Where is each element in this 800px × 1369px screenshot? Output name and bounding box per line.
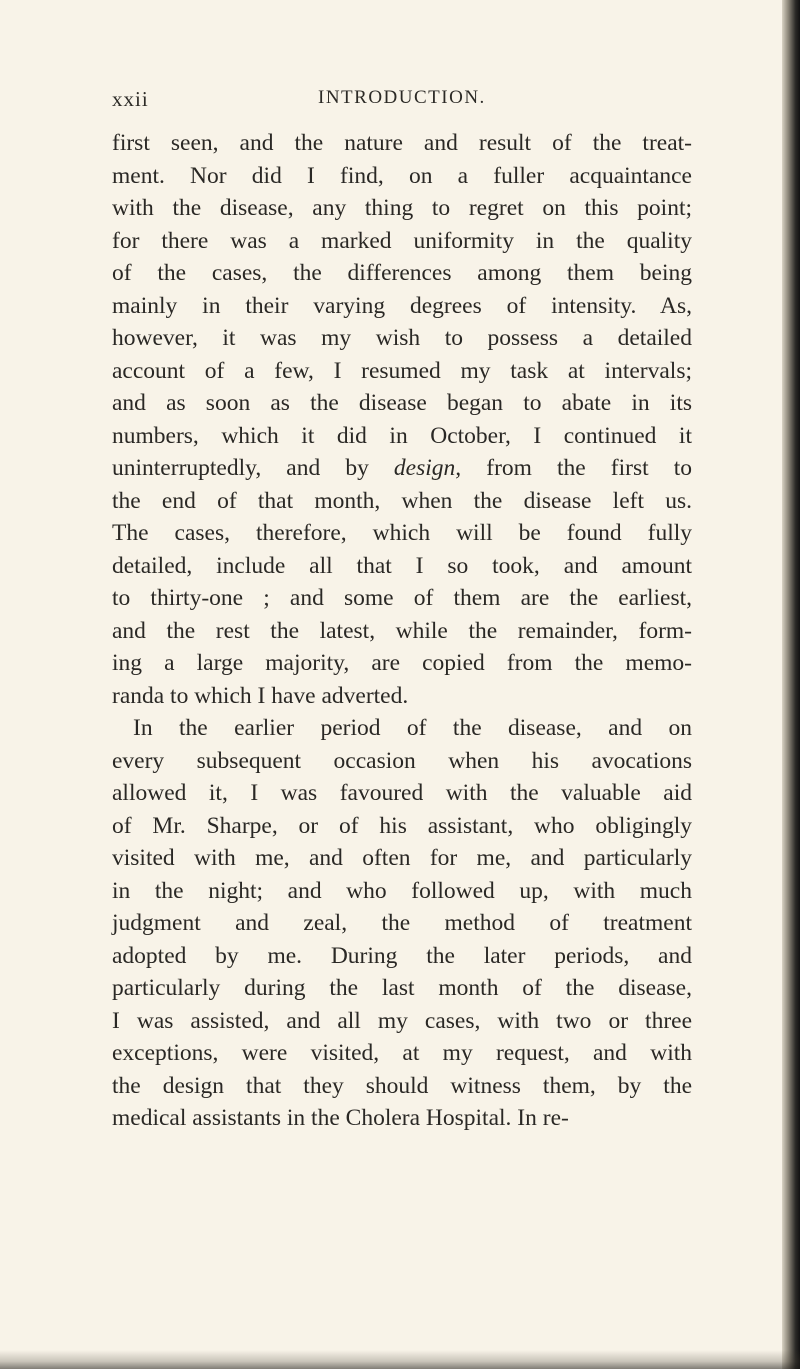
text-line: medical assistants in the Cholera Hospital. In re- bbox=[112, 1105, 569, 1131]
book-spine-shadow bbox=[782, 0, 800, 1369]
text-line: the end of that month, when the disease left us. bbox=[112, 487, 692, 514]
text-line: of Mr. Sharpe, or of his assistant, who obligingly bbox=[112, 812, 692, 839]
text-line: ment. Nor did I find, on a fuller acquaintance bbox=[112, 162, 692, 189]
text-line: detailed, include all that I so took, and amount bbox=[112, 552, 692, 579]
text-line: ing a large majority, are copied from the memo- bbox=[112, 650, 692, 676]
text-line: for there was a marked uniformity in the quality bbox=[112, 227, 692, 254]
page-number: xxii bbox=[112, 87, 149, 111]
text-line: to thirty-one ; and some of them are the earliest, bbox=[112, 585, 692, 611]
text-line: mainly in their varying degrees of intensity. As, bbox=[112, 292, 692, 319]
text-line: exceptions, were visited, at my request, and with bbox=[112, 1040, 692, 1066]
text-line: allowed it, I was favoured with the valuable aid bbox=[112, 780, 692, 806]
text-line: and the rest the latest, while the remainder, form- bbox=[112, 617, 692, 644]
text-line: the design that they should witness them, by the bbox=[112, 1072, 692, 1099]
text-line: every subsequent occasion when his avocations bbox=[112, 747, 692, 774]
text-line: In the earlier period of the disease, and on bbox=[133, 715, 692, 741]
text-line: I was assisted, and all my cases, with two or three bbox=[112, 1007, 692, 1034]
text-segment: uninterruptedly, and by bbox=[112, 455, 369, 481]
text-line: visited with me, and often for me, and particularly bbox=[112, 845, 692, 871]
text-line: first seen, and the nature and result of the treat- bbox=[112, 130, 692, 156]
page-header bbox=[112, 87, 672, 117]
text-line: in the night; and who followed up, with much bbox=[112, 877, 692, 904]
text-line: particularly during the last month of the disease, bbox=[112, 975, 692, 1001]
text-line: of the cases, the differences among them being bbox=[112, 260, 692, 286]
text-line: account of a few, I resumed my task at intervals; bbox=[112, 357, 692, 384]
page-bottom-shadow bbox=[0, 1350, 800, 1369]
text-line: judgment and zeal, the method of treatment bbox=[112, 910, 692, 936]
text-line: numbers, which it did in October, I continued it bbox=[112, 422, 692, 449]
text-segment: from the first to bbox=[486, 455, 693, 481]
body-text bbox=[112, 127, 692, 1135]
running-title: INTRODUCTION. bbox=[318, 87, 486, 108]
text-line bbox=[112, 452, 692, 485]
text-line: The cases, therefore, which will be found fully bbox=[112, 520, 692, 546]
text-line: and as soon as the disease began to abate in its bbox=[112, 390, 692, 416]
text-line: randa to which I have adverted. bbox=[112, 682, 409, 709]
text-line: however, it was my wish to possess a detailed bbox=[112, 325, 692, 351]
text-line: adopted by me. During the later periods, and bbox=[112, 942, 692, 969]
text-line: with the disease, any thing to regret on this point; bbox=[112, 195, 692, 221]
emphasized-word: design, bbox=[393, 455, 462, 481]
